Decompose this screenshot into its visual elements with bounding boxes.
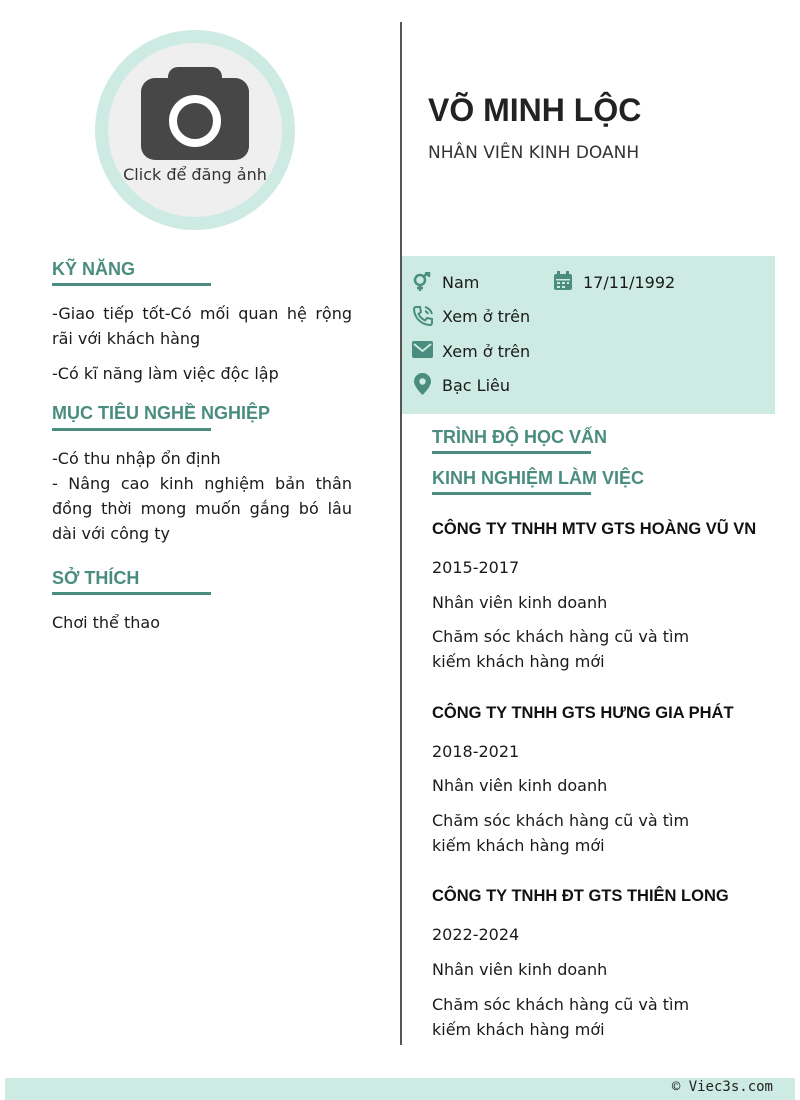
experience-title: KINH NGHIỆM LÀM VIỆC (432, 468, 645, 488)
candidate-position: NHÂN VIÊN KINH DOANH (428, 143, 640, 163)
experience-underline (432, 492, 591, 495)
job-company: CÔNG TY TNHH ĐT GTS THIÊN LONG (432, 887, 729, 905)
job-period: 2022-2024 (432, 925, 520, 944)
info-email: Xem ở trên (442, 342, 531, 361)
calendar-icon (553, 271, 573, 291)
candidate-name: VÕ MINH LỘC (428, 92, 642, 128)
column-divider (400, 22, 402, 1045)
photo-upload-caption[interactable]: Click để đăng ảnh (123, 165, 267, 184)
job-description: Chăm sóc khách hàng cũ và tìm kiếm khách hàng mới (432, 811, 690, 855)
gender-icon (412, 272, 432, 292)
job-company: CÔNG TY TNHH GTS HƯNG GIA PHÁT (432, 704, 734, 722)
objective-item: -Có thu nhập ổn định (52, 449, 221, 468)
job-period: 2015-2017 (432, 558, 520, 577)
job-period: 2018-2021 (432, 742, 520, 761)
job-description: Chăm sóc khách hàng cũ và tìm kiếm khách hàng mới (432, 627, 690, 671)
location-icon (414, 373, 431, 395)
skills-item: -Có kĩ năng làm việc độc lập (52, 364, 279, 383)
info-address: Bạc Liêu (442, 376, 511, 395)
hobbies-item: Chơi thể thao (52, 613, 160, 632)
hobbies-title: SỞ THÍCH (52, 568, 140, 588)
job-description: Chăm sóc khách hàng cũ và tìm kiếm khách hàng mới (432, 995, 690, 1039)
skills-underline (52, 283, 211, 286)
info-phone: Xem ở trên (442, 307, 531, 326)
education-underline (432, 451, 591, 454)
email-icon (412, 341, 433, 358)
job-company: CÔNG TY TNHH MTV GTS HOÀNG VŨ VN (432, 520, 757, 538)
phone-icon (412, 305, 434, 327)
job-role: Nhân viên kinh doanh (432, 776, 608, 795)
skills-title: KỸ NĂNG (52, 259, 136, 279)
job-role: Nhân viên kinh doanh (432, 960, 608, 979)
info-gender: Nam (442, 273, 480, 292)
info-birthdate: 17/11/1992 (583, 273, 676, 292)
objective-item: - Nâng cao kinh nghiệm bản thân đồng thời mong muốn gắng bó lâu dài với công ty (52, 474, 352, 543)
footer-copyright[interactable]: © Viec3s.com (671, 1079, 773, 1095)
objective-underline (52, 428, 211, 431)
education-title: TRÌNH ĐỘ HỌC VẤN (432, 427, 607, 447)
objective-title: MỤC TIÊU NGHỀ NGHIỆP (52, 403, 271, 423)
camera-icon-lens (169, 95, 221, 147)
job-role: Nhân viên kinh doanh (432, 593, 608, 612)
hobbies-underline (52, 592, 211, 595)
skills-item: -Giao tiếp tốt-Có mối quan hệ rộng rãi với khách hàng (52, 304, 352, 348)
